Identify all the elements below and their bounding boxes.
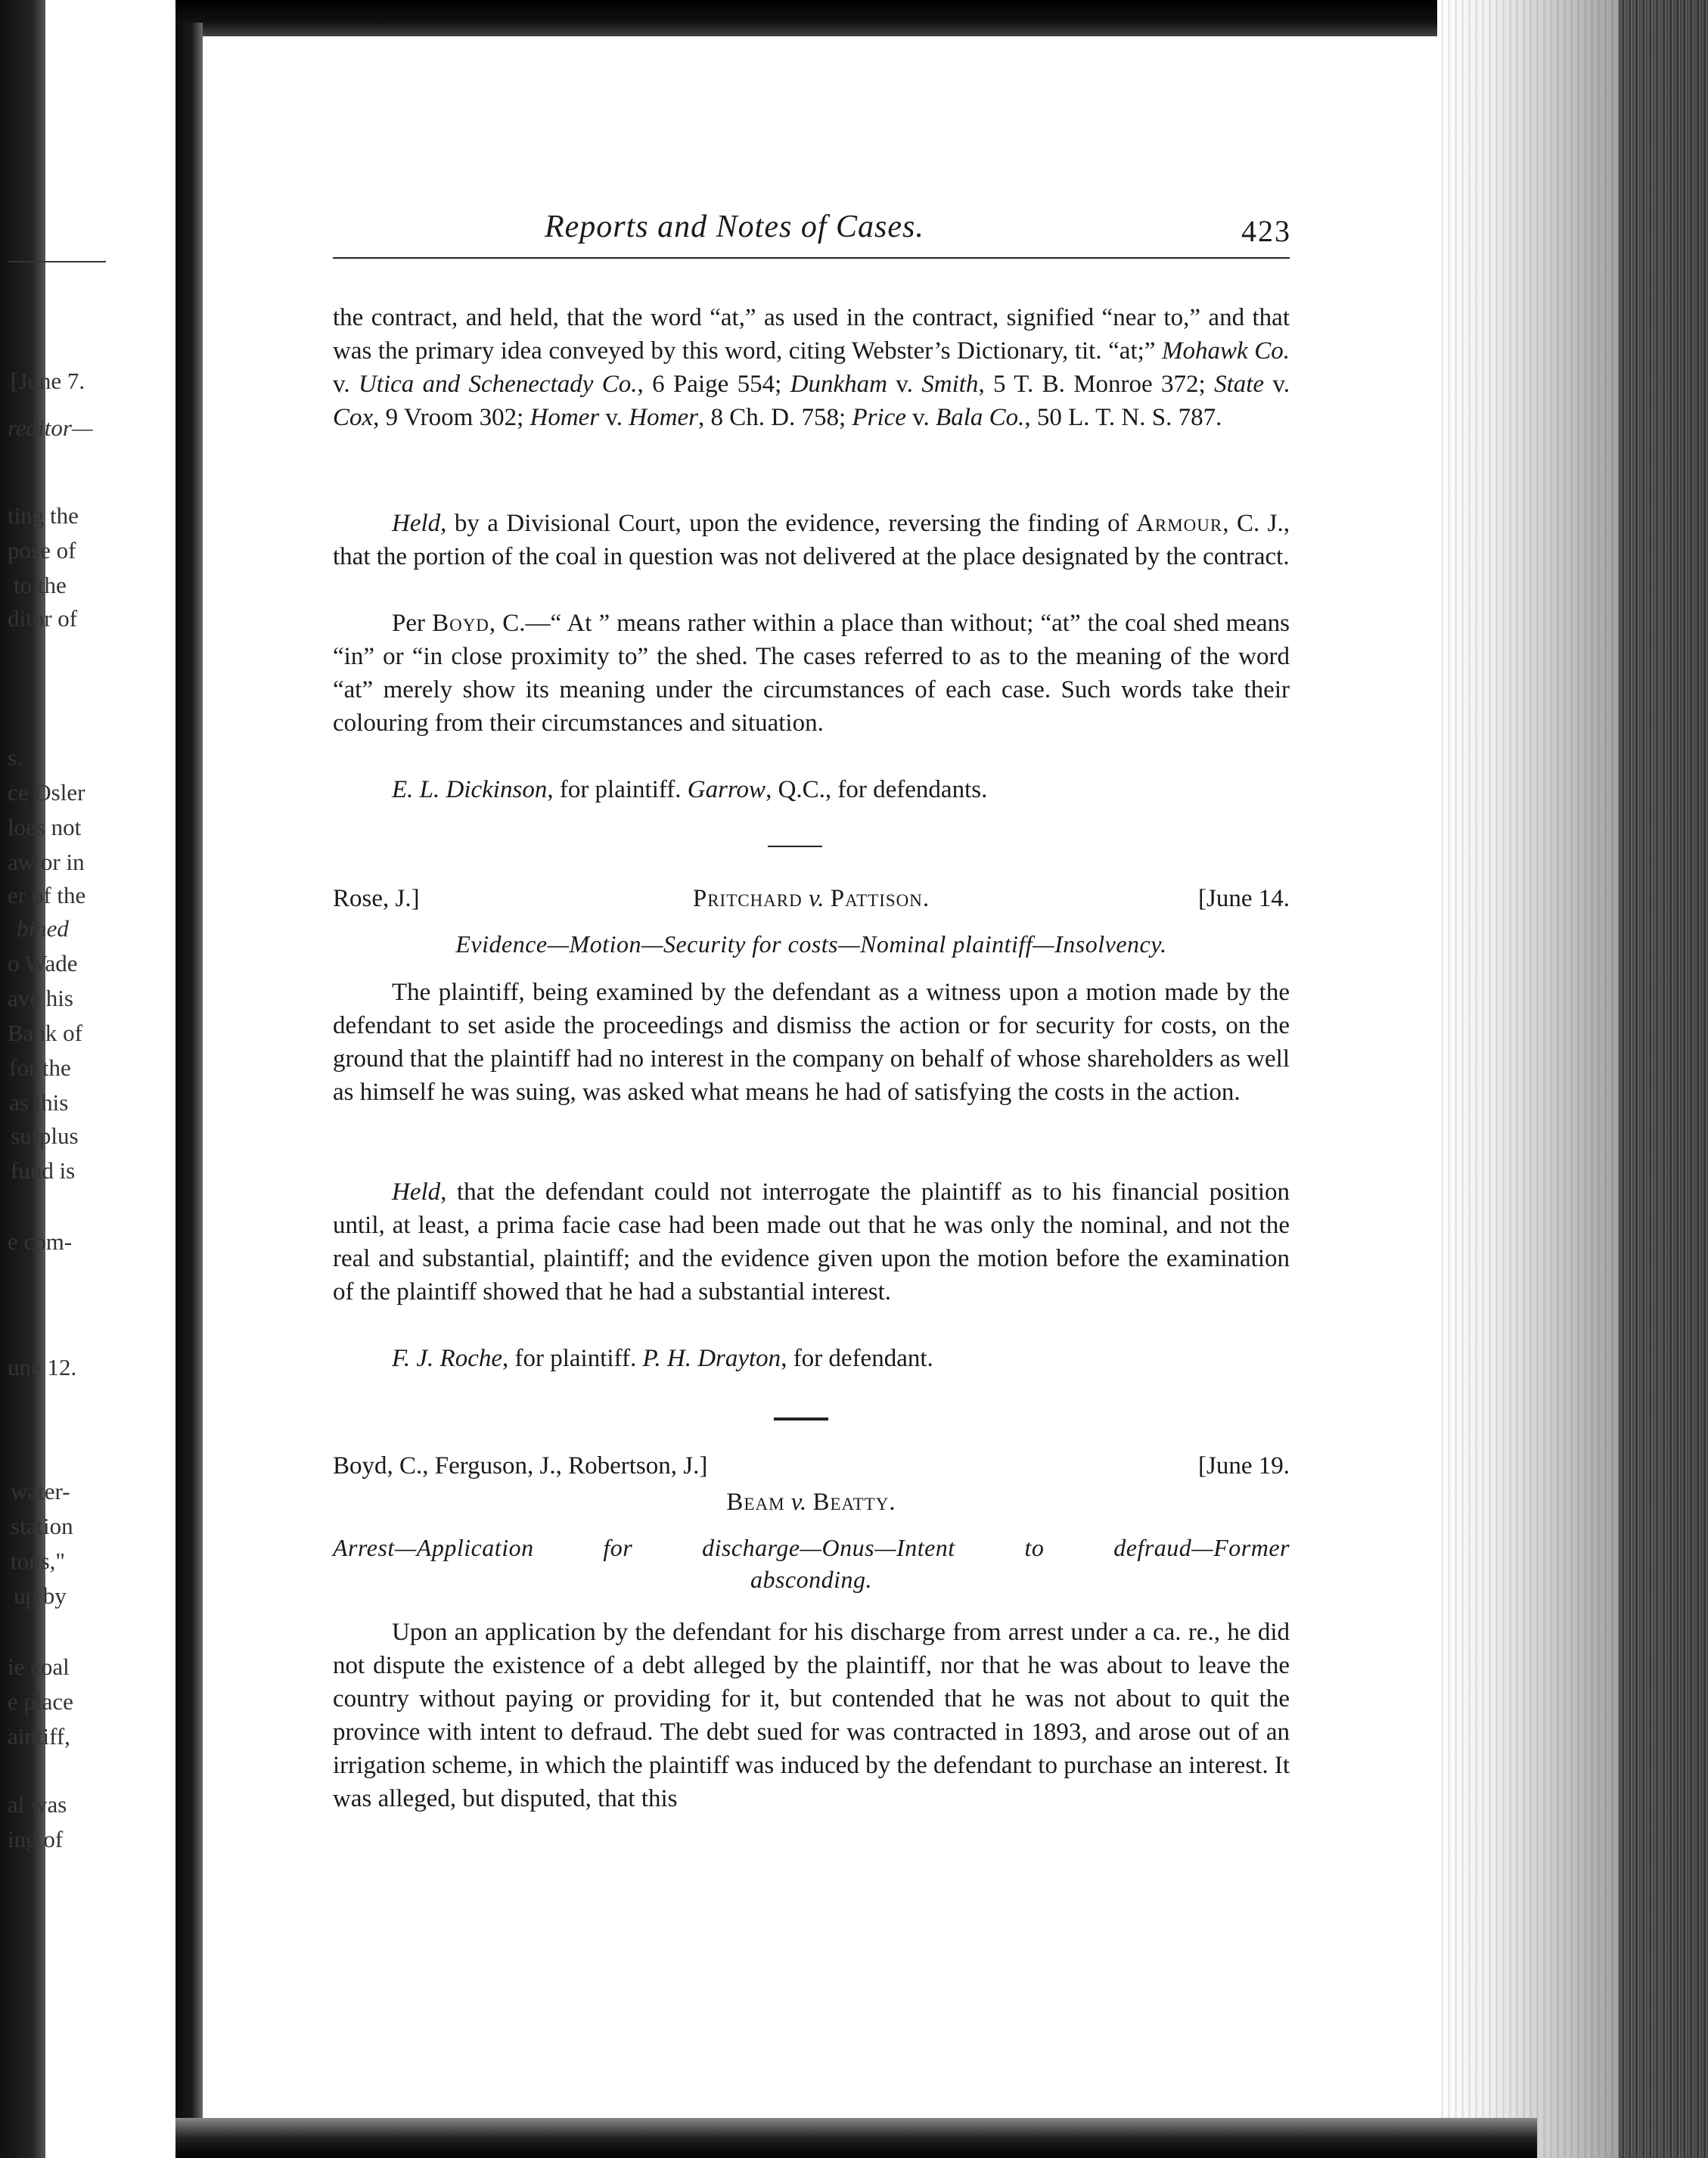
margin-fragment: as this	[9, 1089, 69, 1116]
margin-fragment: fund is	[11, 1157, 76, 1184]
case-divider	[774, 1417, 828, 1421]
margin-fragment: pose of	[8, 537, 76, 564]
margin-fragment: tons,"	[11, 1548, 66, 1574]
case-3-date: [June 19.	[1198, 1452, 1290, 1480]
case-1-per-boyd-paragraph: Per Boyd, C.—“ At ” means rather within a place than without; “at” the coal shed means “in” or “in close proximity to” the shed. The cases referred to as to the meaning of the word “at” merely show its meaning under the circumstances of each case. Such words take their colouring from their circumstances and situation.	[333, 610, 1290, 737]
case-2-headnote: Evidence—Motion—Security for costs—Nominal plaintiff—Insolvency.	[455, 930, 1167, 958]
margin-fragment: al was	[8, 1791, 67, 1818]
margin-fragment: for the	[9, 1054, 71, 1081]
margin-fragment: to the	[14, 572, 67, 598]
margin-fragment: aw or in	[8, 849, 85, 875]
running-head	[333, 204, 1290, 257]
case-3-header	[333, 1452, 1290, 1486]
case-divider	[768, 846, 822, 847]
running-head-title: Reports and Notes of Cases.	[545, 210, 924, 244]
case-2-date: [June 14.	[1198, 885, 1290, 912]
case-2-holding-paragraph: Held, that the defendant could not interrogate the plaintiff as to his financial position until, at least, a prima facie case had been made out that he was only the nominal, and not the real and substantial, plaintiff; and the evidence given upon the motion before the examination of the plaintiff showed that he had a substantial interest.	[333, 1178, 1290, 1306]
margin-fragment: e place	[8, 1688, 73, 1715]
case-3-title-row	[333, 1489, 1290, 1522]
margin-fragment: bined	[17, 915, 69, 942]
margin-fragment: up by	[14, 1582, 67, 1609]
margin-fragment: [June 7.	[11, 368, 85, 394]
margin-fragment: ing of	[8, 1826, 64, 1852]
case-3-headnote-line-1: Arrest—Application for discharge—Onus—Intent to defraud—Former	[333, 1534, 1290, 1561]
fragment-rule	[8, 261, 106, 262]
margin-fragment: er of the	[8, 882, 86, 908]
margin-fragment: reditor—	[8, 415, 93, 441]
case-2-counsel-line: F. J. Roche, for plaintiff. P. H. Drayton, for defendant.	[392, 1345, 933, 1372]
margin-fragment: o Wade	[8, 950, 78, 977]
margin-fragment: e com-	[8, 1228, 73, 1255]
margin-fragment: ave his	[8, 985, 73, 1011]
case-3-facts-paragraph: Upon an application by the defendant for his discharge from arrest under a ca. re., he did not dispute the existence of a debt alleged by the plaintiff, nor that he was about to leave the country without paying or providing for it, but contended that he was not about to quit the province with intent to defraud. The debt sued for was contracted in 1893, and arose out of an irrigation scheme, in which the plaintiff was induced by the defendant to purchase an interest. It was alleged, but disputed, that this	[333, 1619, 1290, 1812]
case-3-headnote-line-2: absconding.	[750, 1566, 873, 1593]
margin-fragment: loes not	[8, 814, 82, 840]
margin-fragment: station	[11, 1513, 73, 1539]
margin-fragment: ie coal	[8, 1653, 70, 1680]
scan-top-shadow	[175, 0, 1461, 36]
case-2-court: Rose, J.]	[333, 885, 420, 912]
margin-fragment: ditor of	[8, 605, 78, 632]
scan-right-dark-edge	[1619, 0, 1708, 2158]
margin-fragment: surplus	[11, 1122, 79, 1149]
margin-fragment: s.	[8, 744, 23, 771]
margin-fragment: water-	[11, 1478, 70, 1504]
margin-fragment: une 12.	[8, 1354, 77, 1380]
margin-fragment: Bank of	[8, 1020, 83, 1046]
case-1-holding-paragraph: the contract, and held, that the word “at,” as used in the contract, signified “near to,” and that was the primary idea conveyed by this word, citing Webster’s Dictionary, tit. “at;” Mohawk Co. v. Utica and Schenectady Co., 6 Paige 554; Dunkham v. Smith, 5 T. B. Monroe 372; State v. Cox, 9 Vroom 302; Homer v. Homer, 8 Ch. D. 758; Price v. Bala Co., 50 L. T. N. S. 787.	[333, 304, 1290, 431]
case-1-counsel-line: E. L. Dickinson, for plaintiff. Garrow, Q.C., for defendants.	[392, 776, 988, 803]
case-2-title: Pritchard v. Pattison.	[692, 885, 930, 912]
running-head-rule	[333, 257, 1290, 259]
case-2-facts-paragraph: The plaintiff, being examined by the defendant as a witness upon a motion made by the defendant to set aside the proceedings and dismiss the action or for security for costs, on the ground that the plaintiff had no interest in the company on behalf of whose shareholders as well as himself he was suing, was asked what means he had of satisfying the costs in the action.	[333, 979, 1290, 1106]
margin-fragment: ce Osler	[8, 779, 85, 806]
page-number: 423	[1241, 214, 1291, 248]
scan-bottom-shadow	[175, 2118, 1537, 2158]
margin-fragment: ting the	[8, 502, 79, 529]
case-3-court: Boyd, C., Ferguson, J., Robertson, J.]	[333, 1452, 708, 1480]
margin-fragment: aintiff,	[8, 1723, 70, 1750]
book-spine-shadow	[175, 23, 203, 2148]
case-1-divisional-court-paragraph: Held, by a Divisional Court, upon the evidence, reversing the finding of Armour, C. J., that the portion of the coal in question was not delivered at the place designated by the contract.	[333, 510, 1290, 570]
case-3-title: Beam v. Beatty.	[726, 1489, 896, 1516]
case-2-header	[333, 885, 1290, 918]
